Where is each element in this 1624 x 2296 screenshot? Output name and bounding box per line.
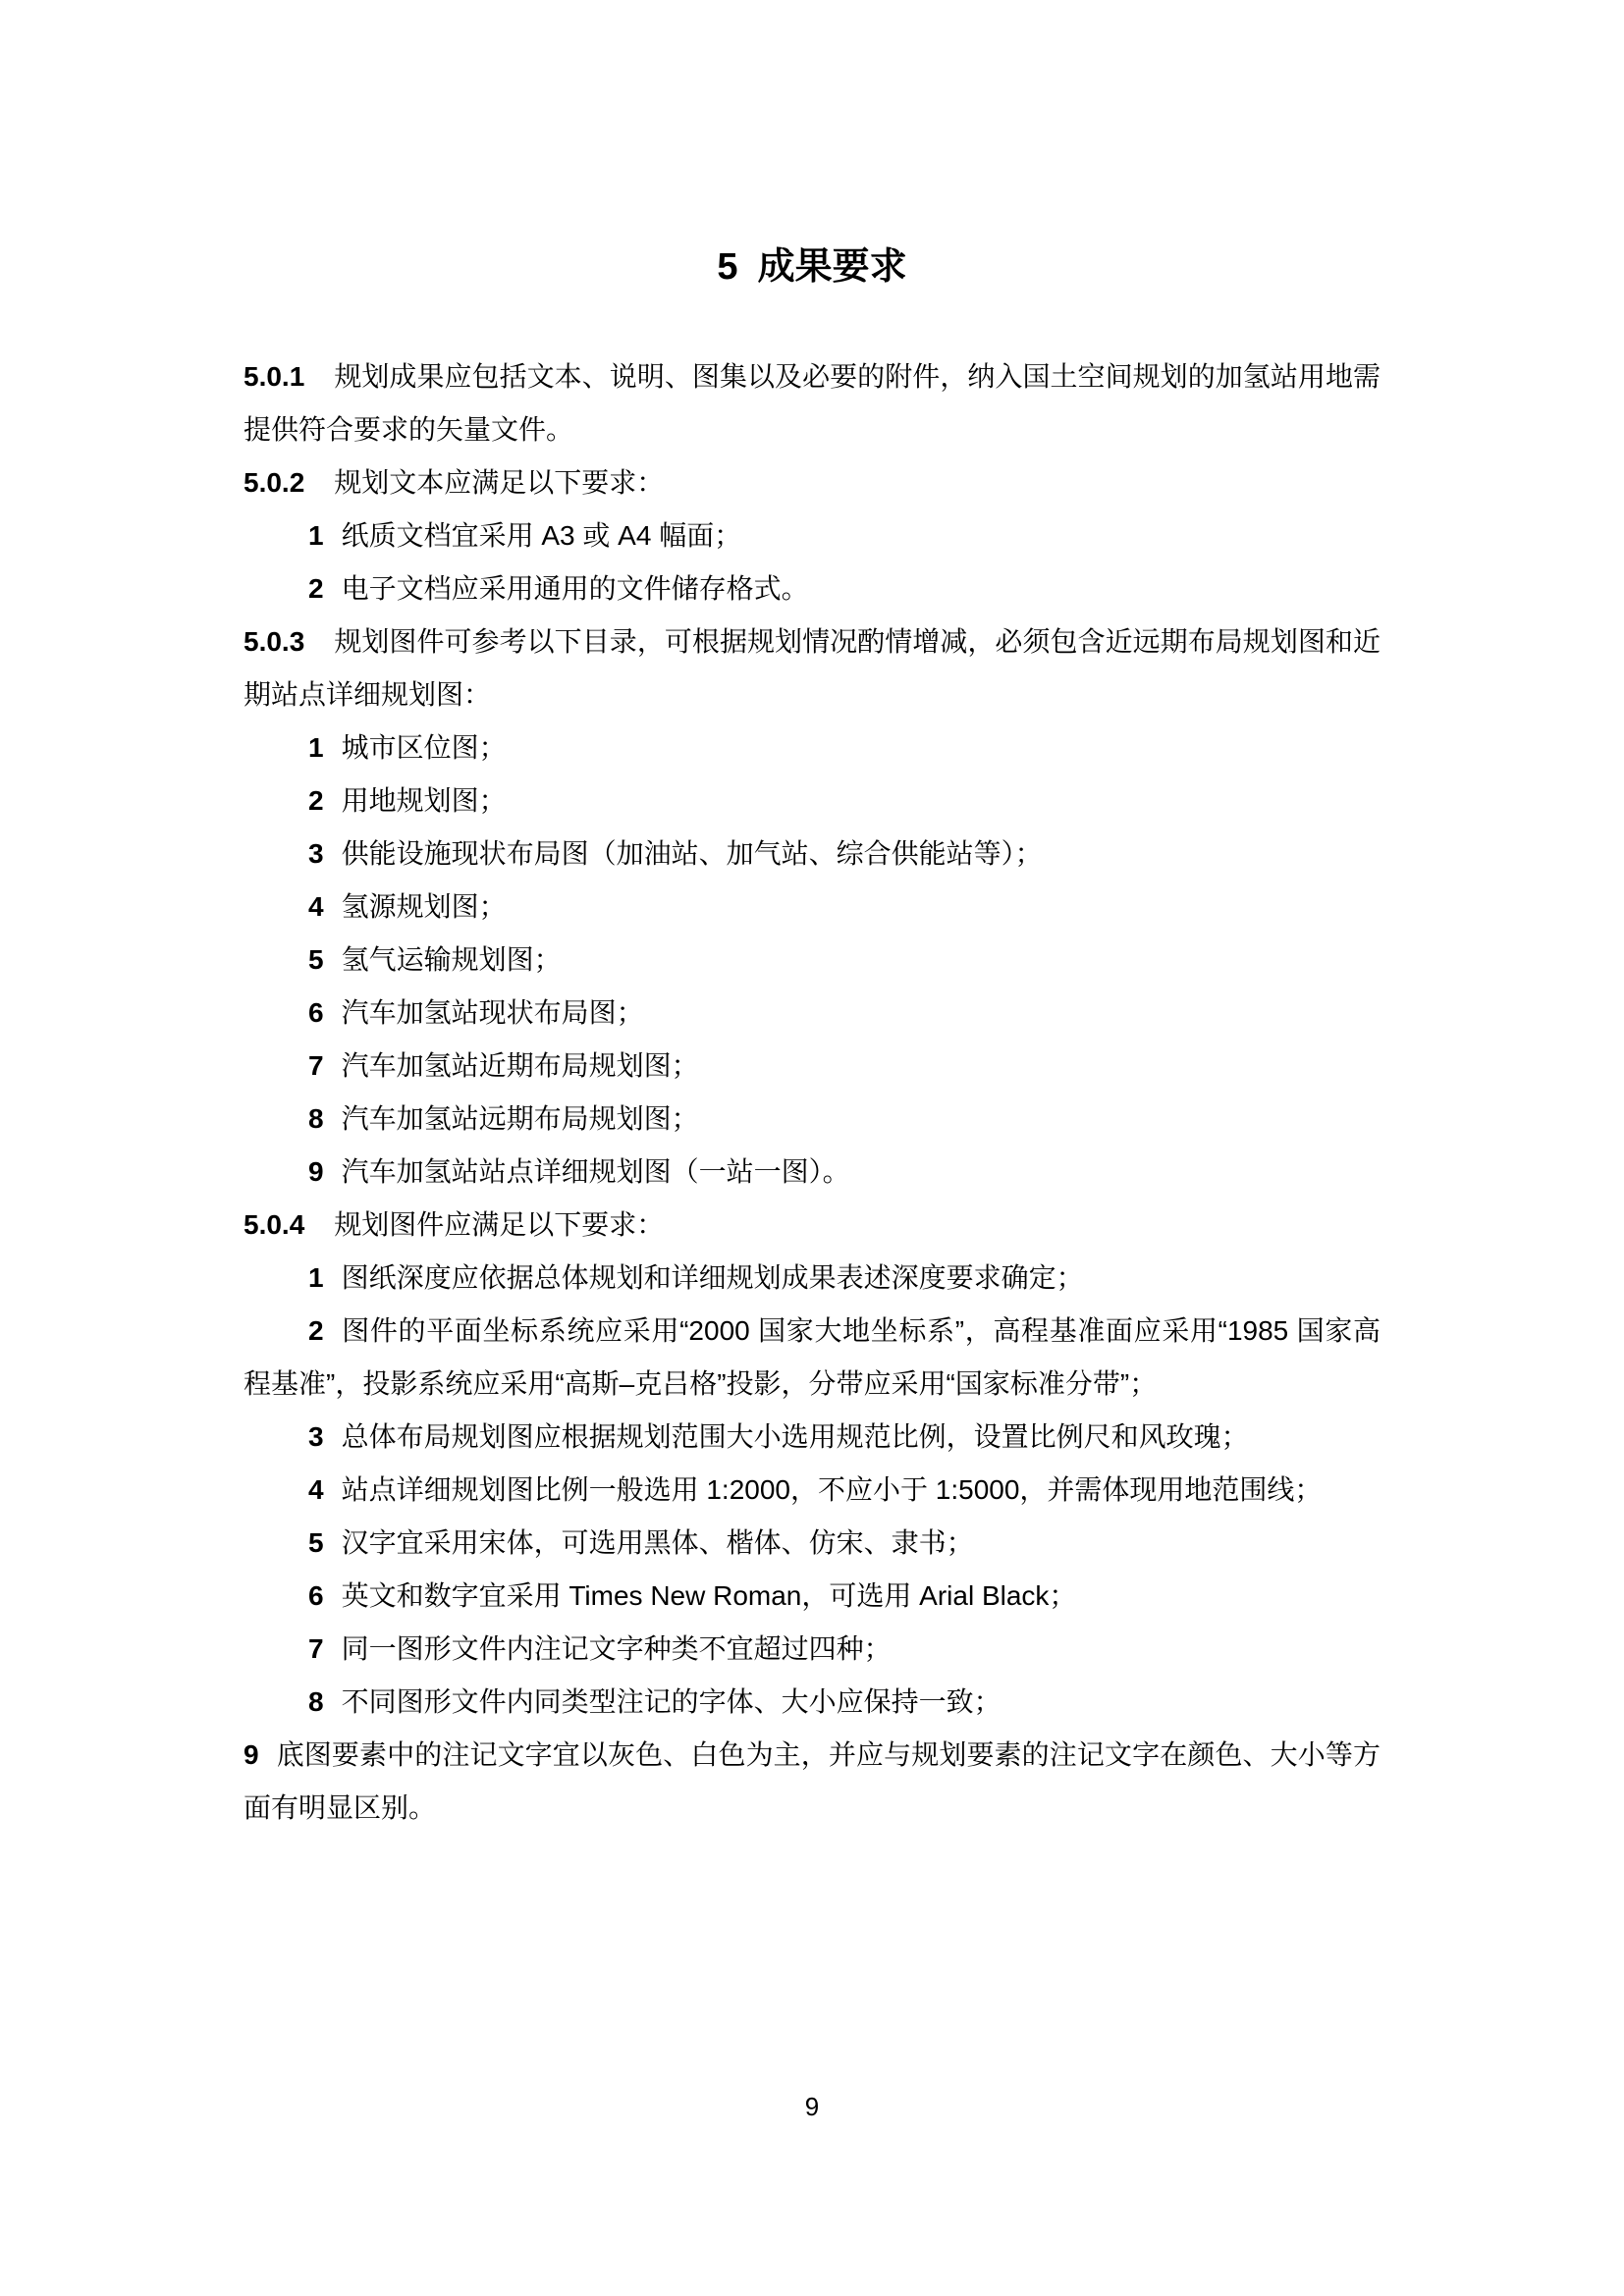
paragraph-number: 7 <box>308 1050 324 1081</box>
paragraph-text: 总体布局规划图应根据规划范围大小选用规范比例，设置比例尺和风玫瑰； <box>341 1421 1249 1452</box>
list-item-paragraph <box>244 1146 1380 1199</box>
paragraph-text: 汉字宜采用宋体，可选用黑体、楷体、仿宋、隶书； <box>341 1527 974 1558</box>
paragraph-text: 规划图件可参考以下目录，可根据规划情况酌情增减，必须包含近远期布局规划图和近期站点详细规划图： <box>244 626 1380 710</box>
paragraph-text: 英文和数字宜采用 Times New Roman，可选用 Arial Black； <box>341 1580 1077 1611</box>
paragraph-text: 规划成果应包括文本、说明、图集以及必要的附件，纳入国土空间规划的加氢站用地需提供符合要求的矢量文件。 <box>244 361 1380 445</box>
document-body <box>244 350 1380 1835</box>
list-item-paragraph <box>244 1623 1380 1676</box>
paragraph-text: 氢源规划图； <box>341 891 507 922</box>
paragraph-number: 2 <box>308 573 324 604</box>
page-title <box>244 244 1380 290</box>
list-item-paragraph <box>244 509 1380 562</box>
paragraph-number: 5.0.4 <box>244 1209 305 1240</box>
paragraph-number: 1 <box>308 520 324 551</box>
paragraph-text: 图纸深度应依据总体规划和详细规划成果表述深度要求确定； <box>341 1262 1084 1293</box>
clause-paragraph <box>244 1199 1380 1252</box>
list-item-paragraph <box>244 721 1380 774</box>
list-item-paragraph <box>244 1729 1380 1835</box>
paragraph-text: 城市区位图； <box>341 732 507 763</box>
list-item-paragraph <box>244 1676 1380 1729</box>
list-item-paragraph <box>244 987 1380 1040</box>
page-number: 9 <box>804 2092 820 2121</box>
paragraph-number: 5 <box>308 1527 324 1558</box>
paragraph-number: 4 <box>308 1474 324 1505</box>
paragraph-text: 纸质文档宜采用 A3 或 A4 幅面； <box>341 520 742 551</box>
list-item-paragraph <box>244 1305 1380 1411</box>
list-item-paragraph <box>244 1093 1380 1146</box>
paragraph-number: 8 <box>308 1686 324 1717</box>
paragraph-number: 8 <box>308 1103 324 1134</box>
page-title-number: 5 <box>717 246 738 288</box>
clause-paragraph <box>244 456 1380 509</box>
paragraph-text: 汽车加氢站站点详细规划图（一站一图）。 <box>341 1156 850 1187</box>
paragraph-text: 电子文档应采用通用的文件储存格式。 <box>341 573 809 604</box>
paragraph-number: 5.0.2 <box>244 467 305 498</box>
list-item-paragraph <box>244 1252 1380 1305</box>
paragraph-number: 5.0.3 <box>244 626 305 657</box>
list-item-paragraph <box>244 881 1380 934</box>
paragraph-number: 1 <box>308 1262 324 1293</box>
clause-paragraph <box>244 350 1380 456</box>
paragraph-text: 汽车加氢站远期布局规划图； <box>341 1103 699 1134</box>
paragraph-number: 4 <box>308 891 324 922</box>
paragraph-number: 3 <box>308 838 324 869</box>
paragraph-number: 5.0.1 <box>244 361 305 392</box>
paragraph-number: 3 <box>308 1421 324 1452</box>
list-item-paragraph <box>244 1570 1380 1623</box>
document-content <box>244 0 1380 1835</box>
paragraph-number: 1 <box>308 732 324 763</box>
paragraph-number: 7 <box>308 1633 324 1664</box>
paragraph-number: 5 <box>308 944 324 975</box>
list-item-paragraph <box>244 1517 1380 1570</box>
paragraph-text: 同一图形文件内注记文字种类不宜超过四种； <box>341 1633 892 1664</box>
list-item-paragraph <box>244 562 1380 615</box>
paragraph-number: 9 <box>308 1156 324 1187</box>
paragraph-number: 2 <box>308 1315 324 1346</box>
paragraph-number: 9 <box>244 1739 259 1770</box>
paragraph-number: 6 <box>308 997 324 1028</box>
paragraph-text: 规划图件应满足以下要求： <box>334 1209 665 1240</box>
paragraph-number: 6 <box>308 1580 324 1611</box>
list-item-paragraph <box>244 934 1380 987</box>
paragraph-number: 2 <box>308 785 324 816</box>
clause-paragraph <box>244 615 1380 721</box>
list-item-paragraph <box>244 774 1380 828</box>
paragraph-text: 站点详细规划图比例一般选用 1:2000，不应小于 1:5000，并需体现用地范围线； <box>341 1474 1323 1505</box>
paragraph-text: 供能设施现状布局图（加油站、加气站、综合供能站等）； <box>341 838 1043 869</box>
page-title-text: 成果要求 <box>757 246 907 288</box>
paragraph-text: 汽车加氢站近期布局规划图； <box>341 1050 699 1081</box>
paragraph-text: 底图要素中的注记文字宜以灰色、白色为主，并应与规划要素的注记文字在颜色、大小等方面有明显区别。 <box>244 1739 1380 1823</box>
paragraph-text: 不同图形文件内同类型注记的字体、大小应保持一致； <box>341 1686 1001 1717</box>
list-item-paragraph <box>244 1411 1380 1464</box>
list-item-paragraph <box>244 1040 1380 1093</box>
paragraph-text: 用地规划图； <box>341 785 507 816</box>
list-item-paragraph <box>244 1464 1380 1517</box>
paragraph-text: 图件的平面坐标系统应采用“2000 国家大地坐标系”，高程基准面应采用“1985 国家高程基准”，投影系统应采用“高斯–克吕格”投影，分带应采用“国家标准分带”； <box>244 1315 1380 1399</box>
paragraph-text: 汽车加氢站现状布局图； <box>341 997 644 1028</box>
paragraph-text: 规划文本应满足以下要求： <box>334 467 665 498</box>
paragraph-text: 氢气运输规划图； <box>341 944 562 975</box>
list-item-paragraph <box>244 828 1380 881</box>
